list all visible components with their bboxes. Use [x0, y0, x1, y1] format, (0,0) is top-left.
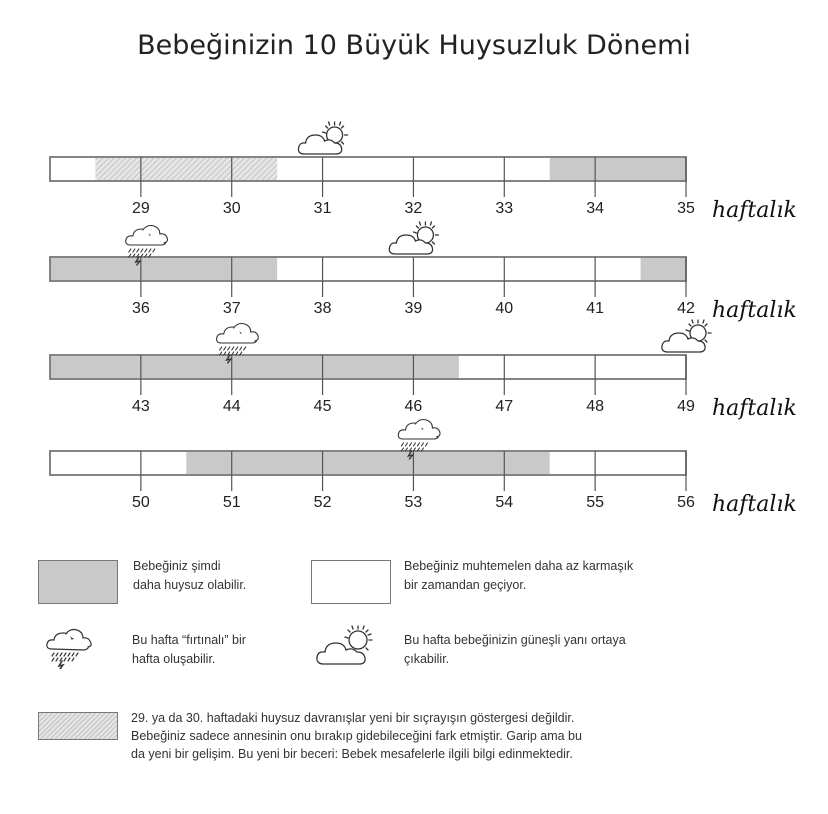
week-label: 42: [677, 300, 695, 317]
sun-cloud-icon: [389, 222, 438, 254]
week-label: 45: [313, 398, 332, 415]
hatched-segment: [95, 158, 277, 180]
week-label: 39: [404, 300, 423, 317]
week-label: 54: [495, 494, 514, 511]
fussy-segment: [50, 356, 459, 378]
week-label: 52: [313, 494, 332, 511]
timeline-row-4: [50, 420, 797, 518]
week-label: 53: [404, 494, 423, 511]
week-label: 49: [677, 398, 695, 415]
unit-label: haftalık: [712, 298, 797, 323]
unit-label: haftalık: [712, 198, 797, 223]
week-label: 40: [495, 300, 514, 317]
week-label: 43: [131, 398, 150, 415]
week-label: 50: [131, 494, 150, 511]
legend-fussy-swatch: [38, 560, 118, 604]
week-label: 37: [222, 300, 241, 317]
week-label: 55: [586, 494, 605, 511]
sun-cloud-icon: [662, 320, 711, 352]
unit-label: haftalık: [712, 396, 797, 421]
legend-storm-text: Bu hafta “fırtınalı” bir hafta oluşabilir.: [132, 633, 246, 666]
week-label: 30: [222, 200, 241, 217]
unit-label: haftalık: [712, 492, 797, 517]
week-label: 44: [222, 398, 241, 415]
week-label: 33: [495, 200, 514, 217]
fussy-segment: [641, 258, 686, 280]
week-label: 41: [586, 300, 605, 317]
timeline-row-3: [50, 320, 797, 421]
week-label: 35: [677, 200, 695, 217]
legend-sun-text: Bu hafta bebeğinizin güneşli yanı ortaya çıkabilir.: [404, 633, 626, 666]
sun-cloud-icon: [298, 122, 347, 154]
week-label: 31: [313, 200, 332, 217]
week-label: 34: [586, 200, 605, 217]
week-label: 36: [131, 300, 150, 317]
timeline-row-1: [50, 122, 797, 223]
week-label: 51: [222, 494, 241, 511]
week-label: 29: [131, 200, 150, 217]
timeline-row-2: [50, 222, 797, 323]
week-label: 38: [313, 300, 332, 317]
fussy-segment: [50, 258, 277, 280]
week-label: 56: [677, 494, 695, 511]
week-label: 47: [495, 398, 514, 415]
legend-calm-text: Bebeğiniz muhtemelen daha az karmaşık bir zamandan geçiyor.: [404, 559, 634, 592]
legend-fussy-text: Bebeğiniz şimdi daha huysuz olabilir.: [133, 559, 247, 592]
legend-hatched-swatch: [38, 712, 118, 740]
page-title: Bebeğinizin 10 Büyük Huysuzluk Dönemi: [137, 30, 691, 61]
fussy-segment: [186, 452, 549, 474]
legend-hatched-text: 29. ya da 30. haftadaki huysuz davranışlar yeni bir sıçrayışın göstergesi değildir. Bebeğiniz sadece annesinin onu bırakıp gidebileceğini fark etmiştir. Garip ama bu da yeni bir gelişim. Bu yeni bir beceri: Bebek mesafelerle ilgili bilgi edinmektedir.: [131, 711, 582, 761]
week-label: 48: [586, 398, 605, 415]
week-label: 32: [404, 200, 423, 217]
legend-calm-swatch: [311, 560, 391, 604]
sun-cloud-icon: [312, 622, 382, 672]
fussy-segment: [550, 158, 686, 180]
storm-cloud-icon: [42, 625, 100, 669]
week-label: 46: [404, 398, 423, 415]
